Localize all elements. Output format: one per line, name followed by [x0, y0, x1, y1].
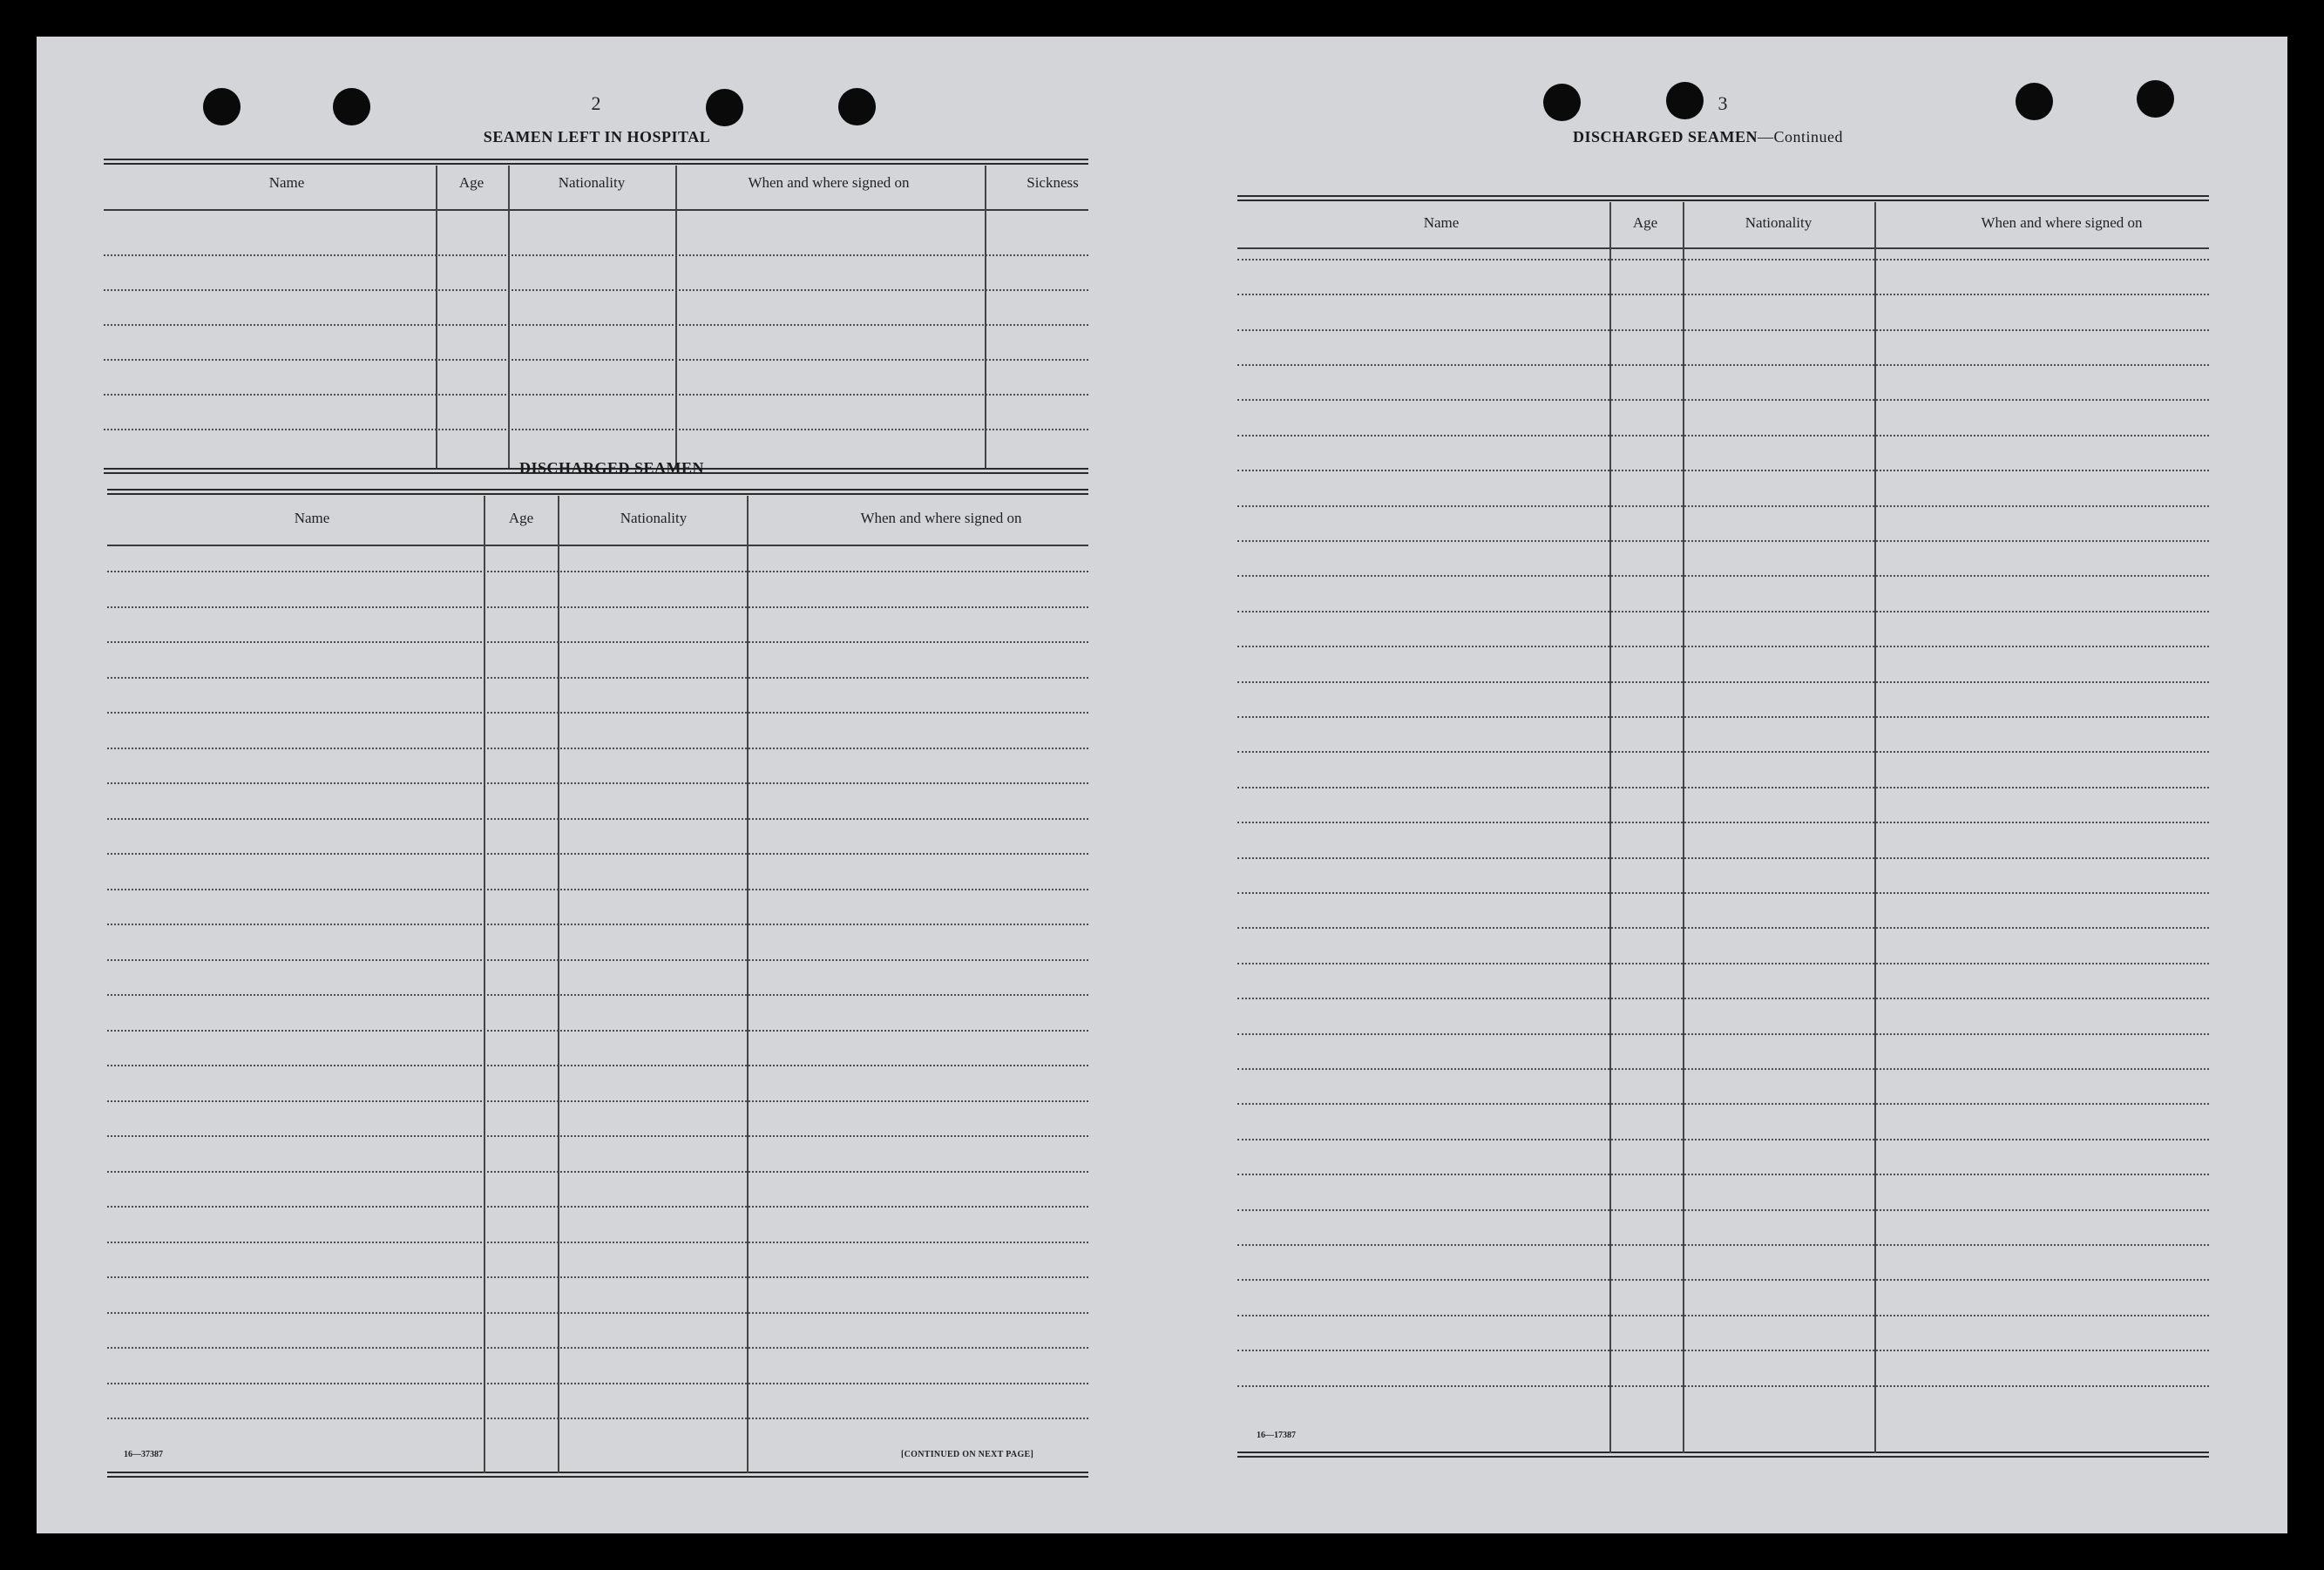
row-rule: [1237, 1033, 2209, 1035]
bottom-rule: [107, 1472, 1088, 1473]
row-rule: [107, 606, 1088, 608]
row-rule: [1237, 540, 2209, 542]
row-rule: [107, 782, 1088, 784]
row-rule: [1237, 646, 2209, 647]
row-rule: [1237, 259, 2209, 261]
row-rule: [107, 748, 1088, 749]
row-rule: [107, 818, 1088, 820]
row-rule: [1237, 963, 2209, 964]
row-rule: [107, 1312, 1088, 1314]
top-rule: [1237, 200, 2209, 201]
punch-hole: [1666, 82, 1704, 119]
row-rule: [107, 924, 1088, 925]
column-header: Nationality: [620, 510, 688, 526]
row-rule: [1237, 505, 2209, 507]
row-rule: [1237, 1068, 2209, 1070]
column-divider: [1874, 202, 1876, 1453]
page-number: 3: [1718, 92, 1728, 114]
document-sheet: [37, 37, 2287, 1533]
column-header: Nationality: [1745, 214, 1812, 231]
column-header: Age: [458, 174, 484, 191]
row-rule: [104, 429, 1088, 430]
top-rule: [104, 163, 1088, 165]
row-rule: [1237, 681, 2209, 683]
row-rule: [107, 1276, 1088, 1278]
bottom-rule: [107, 1476, 1088, 1478]
punch-hole: [838, 88, 876, 125]
row-rule: [107, 1418, 1088, 1419]
row-rule: [104, 289, 1088, 291]
column-divider: [675, 166, 677, 468]
row-rule: [107, 571, 1088, 572]
row-rule: [1237, 294, 2209, 295]
column-header: Name: [294, 510, 330, 526]
column-header: Nationality: [558, 174, 626, 191]
punch-hole: [2016, 83, 2053, 120]
row-rule: [1237, 435, 2209, 436]
punch-hole: [203, 88, 241, 125]
page-number: 2: [591, 92, 601, 114]
form-code: 16—37387: [124, 1450, 163, 1459]
column-header: When and where signed on: [748, 174, 910, 191]
form-code: 16—17387: [1257, 1431, 1296, 1440]
row-rule: [1237, 716, 2209, 718]
header-rule: [104, 209, 1088, 211]
bottom-rule: [1237, 1452, 2209, 1453]
punch-hole: [706, 89, 743, 126]
discharged-continued-table: [1237, 157, 2209, 1460]
row-rule: [107, 712, 1088, 714]
row-rule: [1237, 1174, 2209, 1175]
row-rule: [1237, 1103, 2209, 1105]
row-rule: [1237, 857, 2209, 859]
row-rule: [107, 1135, 1088, 1137]
column-divider: [1683, 202, 1684, 1453]
row-rule: [107, 641, 1088, 643]
row-rule: [104, 324, 1088, 326]
row-rule: [107, 994, 1088, 996]
row-rule: [1237, 1315, 2209, 1316]
column-divider: [558, 496, 559, 1473]
row-rule: [107, 677, 1088, 679]
row-rule: [1237, 927, 2209, 929]
section-title-discharged: DISCHARGED SEAMEN: [518, 459, 705, 477]
column-header: Name: [268, 174, 305, 191]
top-rule: [107, 489, 1088, 491]
row-rule: [1237, 1244, 2209, 1246]
header-rule: [107, 545, 1088, 546]
section-title-discharged-continued: [1573, 128, 1843, 146]
row-rule: [1237, 399, 2209, 401]
row-rule: [104, 394, 1088, 396]
row-rule: [1237, 575, 2209, 577]
bottom-rule: [1237, 1456, 2209, 1458]
row-rule: [1237, 611, 2209, 612]
row-rule: [107, 959, 1088, 961]
column-header: Sickness: [1026, 174, 1079, 191]
row-rule: [104, 359, 1088, 361]
row-rule: [1237, 364, 2209, 366]
row-rule: [107, 1171, 1088, 1173]
row-rule: [1237, 470, 2209, 471]
title-suffix: —Continued: [1758, 128, 1844, 145]
row-rule: [107, 1383, 1088, 1384]
row-rule: [1237, 751, 2209, 753]
column-header: When and where signed on: [860, 510, 1022, 526]
row-rule: [1237, 998, 2209, 999]
hospital-table: [104, 159, 1088, 474]
section-title-hospital: SEAMEN LEFT IN HOSPITAL: [483, 128, 711, 145]
column-divider: [747, 496, 749, 1473]
column-divider: [484, 496, 485, 1473]
column-divider: [508, 166, 510, 468]
punch-hole: [333, 88, 370, 125]
header-rule: [1237, 247, 2209, 249]
column-divider: [1609, 202, 1611, 1453]
row-rule: [1237, 1139, 2209, 1140]
discharged-table: [107, 489, 1088, 1478]
column-divider: [985, 166, 986, 468]
top-rule: [1237, 195, 2209, 197]
punch-hole: [1543, 84, 1581, 121]
row-rule: [1237, 1279, 2209, 1281]
column-header: When and where signed on: [1981, 214, 2143, 231]
row-rule: [104, 254, 1088, 256]
row-rule: [1237, 822, 2209, 823]
row-rule: [1237, 1350, 2209, 1351]
column-divider: [436, 166, 437, 468]
row-rule: [107, 1347, 1088, 1349]
row-rule: [107, 1065, 1088, 1066]
top-rule: [107, 493, 1088, 495]
row-rule: [1237, 892, 2209, 894]
column-header: Name: [1423, 214, 1460, 231]
continued-note: [CONTINUED ON NEXT PAGE]: [901, 1450, 1034, 1459]
punch-hole: [2137, 80, 2174, 118]
row-rule: [1237, 329, 2209, 331]
row-rule: [107, 1030, 1088, 1032]
row-rule: [1237, 1209, 2209, 1211]
row-rule: [107, 1206, 1088, 1208]
row-rule: [1237, 787, 2209, 788]
row-rule: [107, 889, 1088, 890]
top-rule: [104, 159, 1088, 160]
row-rule: [1237, 1385, 2209, 1387]
row-rule: [107, 853, 1088, 855]
column-header: Age: [1632, 214, 1658, 231]
column-header: Age: [508, 510, 534, 526]
row-rule: [107, 1242, 1088, 1243]
title-main: DISCHARGED SEAMEN: [1572, 128, 1758, 145]
row-rule: [107, 1100, 1088, 1102]
